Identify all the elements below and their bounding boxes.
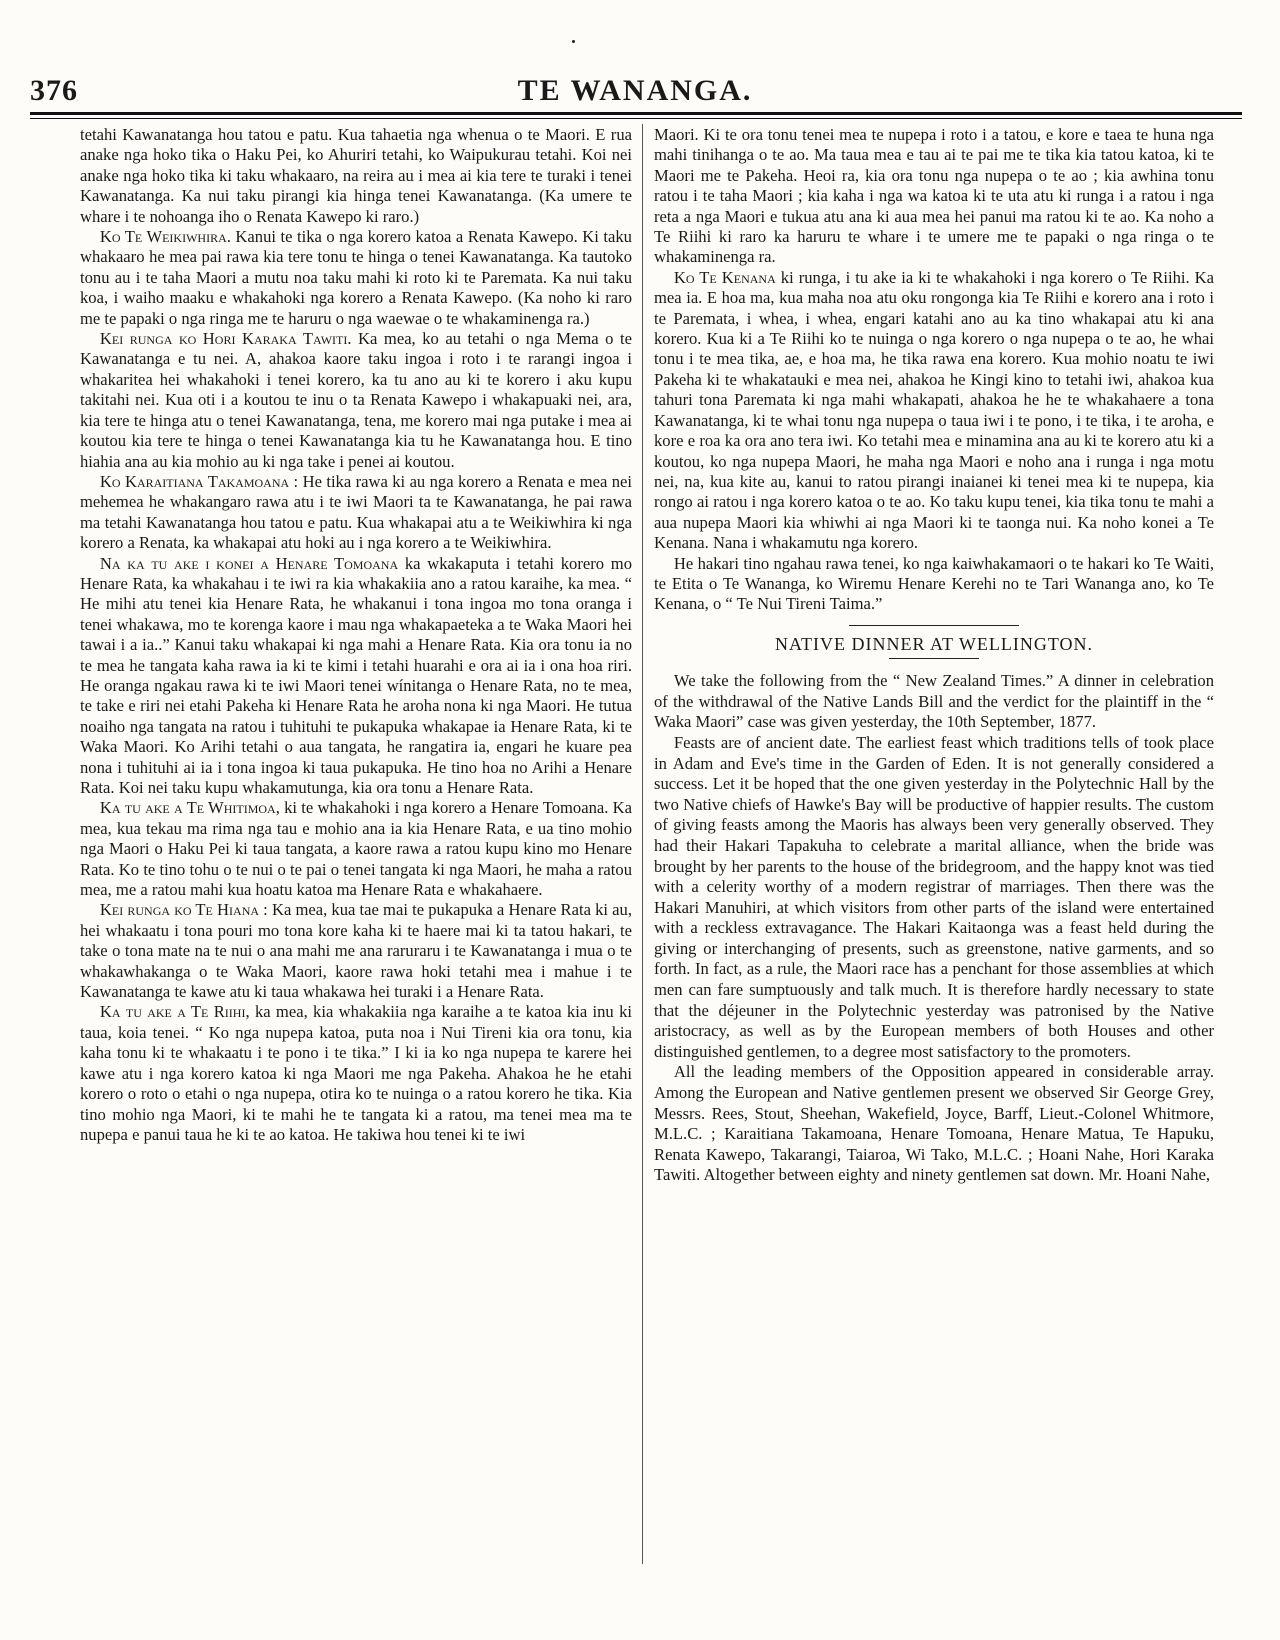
right-column: [654, 125, 1214, 1186]
article-paragraph: Ko Karaitiana Takamoana : He tika rawa ki au nga korero a Renata e mea nei mehemea he whakangaro rawa atu i te iwi Maori ta te Kawanatanga, he pai rawa ma tetahi Kawanatanga hou tatou e patu. Kua whakapai atu a te Weikiwhira ki nga korero a Renata, ka whakapai atu hoki au i nga korero a te Weikiwhira.: [80, 471, 633, 553]
article-paragraph: Na ka tu ake i konei a Henare Tomoana ka wkakaputa i tetahi korero mo Henare Rata, ka whakahau i te iwi ra kia whakakiia ano a ratou karaihe, ka mea. “ He mihi atu tenei kia Henare Rata, he whakanui i tona ingoa mo tona oranga i tenei whakawa, mo te korenga kaore i mau nga whakapaeteka a te Waka Maori hei tawai i a ia..” Kanui taku whakapai ki nga mahi a Henare Rata. Kia ora tonu ia no te mea he tangata kaha rawa ia ki te kimi i tetahi huarahi e ora ai ia i ona hoa riri. He oranga ngakau rawa ki te iwi Maori tenei wínitanga o Henare Rata, no te mea, te take e riri nei etahi Pakeha ki Henare Rata he aroha nona ki nga Maori. He tutua noaiho nga tangata na ratou i tuhituhi te pukapuka whakapae ia Henare Rata, ki te Waka Maori. Ko Arihi tetahi o aua tangata, he rangatira ia, engari he kuare pea nona i tuhituhi ai ia i tona ingoa ki taua pukapuka. He tino hoa no Arihi a Henare Rata. Koi nei taku kupu whakamutunga, kia ora tonu a Henare Rata.: [80, 553, 632, 797]
section-separator: [849, 625, 1019, 626]
article-paragraph: Ka tu ake a Te Riihi, ka mea, kia whakakiia nga karaihe a te katoa kia inu ki taua, koia tenei. “ Ko nga nupepa katoa, puta noa i Nui Tireni kia ora tonu, kia kaha tonu ki te whakaatu i te pono i te tika.” I ki ia ko nga nupepa te karere hei kawe atu i nga korero katoa ki nga Maori me nga Pakeha. Ahakoa he he etahi korero o roto o etahi o nga nupepa, otira ko te nuinga o a ratou korero he tika. Kia tino mohio nga Maori, ki te mahi he te tangata ki a ratou, ma tenei mea ma te nupepa e panui taua he ki te ao katoa. He takiwa hou tenei ki te iwi: [80, 1002, 632, 1144]
section-heading: NATIVE DINNER AT WELLINGTON.: [775, 633, 1093, 654]
masthead-title: TE WANANGA.: [517, 74, 753, 107]
speaker-name: Ka tu ake a Te Whitimoa,: [99, 798, 280, 818]
speaker-name: Kei runga ko Te Hiana :: [99, 900, 268, 920]
speaker-name: Ko Karaitiana Takamoana :: [99, 471, 299, 491]
header-rule-thick: [30, 112, 1242, 115]
speaker-name: Kei runga ko Hori Karaka Tawiti.: [99, 329, 352, 349]
article-paragraph: Feasts are of ancient date. The earliest feast which traditions tells of took place in Adam and Eve's time in the Garden of Eden. It is not generally considered a success. Let it be hoped that the one given yesterday in the Polytechnic Hall by the two Native chiefs of Hawke's Bay will be productive of happier results. The custom of giving feasts among the Maoris has always been very generally observed. They had their Hakari Tapakuha to celebrate a marital alliance, when the bride was brought by her parents to the house of the bridegroom, and the happy knot was tied with a celerity worthy of a modern registrar of marriages. Then there was the Hakari Manuhiri, at which visitors from other parts of the island were entertained with a reckless extravagance. The Hakari Kaitaonga was a feast held during the giving or interchanging of presents, such as greenstone, native garments, and so forth. In fact, as a rule, the Maori race has a penchant for those assemblies at which men can fare sumptuously and talk much. It is therefore hardly necessary to state that the déjeuner in the Polytechnic yesterday was patronised by the Native aristocracy, as well as by the European members of both Houses and other distinguished gentlemen, to a degree most satisfactory to the promoters.: [654, 732, 1214, 1061]
left-column: [80, 125, 632, 1145]
speaker-name: Ko Te Kenana: [673, 267, 776, 287]
article-paragraph: Kei runga ko Te Hiana : Ka mea, kua tae mai te pukapuka a Henare Rata ki au, hei whakaatu i tona pouri mo tona kore kaha ki te haere mai ki ta tatou hakari, te take o tona mate na te nui o ana mahi me ana raruraru i te Kawanatanga i mua o te whakawhakanga o te Waka Maori, kaore rawa hoki tetahi mea i mahue i te Kawanatanga te kawe atu ki taua whakawa hei turaki i a Henare Rata.: [80, 900, 632, 1002]
page-number: 376: [30, 74, 78, 107]
speaker-name: Ka tu ake a Te Riihi,: [99, 1002, 250, 1022]
article-paragraph: Ko Te Weikiwhira. Kanui te tika o nga korero katoa a Renata Kawepo. Ki taku whakaaro he mea pai rawa kia tere tonu te hinga o tenei Kawanatanga. Ka tautoko tonu au i te taha Maori a mutu noa taku mahi ki roto ki te Paremata. Ka nui taku koa, i waiho maaku e whakahoki nga korero a Renata Kawepo. (Ka noho ki raro me te papaki o nga ringa me te haruru o nga waewae o te whakaminenga ra.): [80, 227, 632, 328]
article-paragraph: tetahi Kawanatanga hou tatou e patu. Kua tahaetia nga whenua o te Maori. E rua anake nga hoko tika o Haku Pei, ko Ahuriri tetahi, ko Waipukurau tetahi. Koi nei anake nga hoko tika ki taku whakaaro, na reira au i mea ai kia tere te turaki i tenei Kawanatanga. Ka nui taku pirangi kia hinga tenei Kawanatanga. (Ka umere te whare i te nohoanga iho o Renata Kawepo ki raro.): [80, 125, 632, 226]
header-rule-thin: [30, 118, 1242, 119]
page-header: [30, 72, 1240, 112]
article-paragraph: Ko Te Kenana ki runga, i tu ake ia ki te whakahoki i nga korero o Te Riihi. Ka mea ia. E hoa ma, kua maha noa atu oku rongonga kia Te Riihi e korero ana i roto i te Paremata, i whea, i whea, engari katahi ano au ka tino whakapai atu ki ana korero. Kua ki a Te Riihi ko te nuinga o nga korero o nga nupepa o te ao, he whai tonu i te mea tika, ae, e hoa ma, he tika rawa ena korero. Kua mohio noatu te iwi Pakeha ki te whakatauki e mea nei, ahakoa he Kingi kino to tetahi iwi, ahakoa kua tahuri tona Paremata ki nga mahi whakapati, ahakoa he he te whakahaere a tona Kawanatanga, ki te whai tonu nga nupepa o taua iwi i te pono, i te tika, i te aroha, e kore e roa ka ora ano tera iwi. Ko tetahi mea e minamina ana au ki te korero atu ki a koutou, ko nga nupepa Maori, he maha nga Maori e noho ana i runga i nga motu nei, na, kua kite au, kanui to ratou pirangi inaianei ki tenei mea ki te nupepa, kia rongo ai ratou i nga korero katoa o te ao. Ko taku kupu tenei, kia tika tonu te mahi a aua nupepa Maori kia whiwhi ai nga Maori ki te taonga nui. Ka noho konei a Te Kenana. Nana i whakamutu nga korero.: [654, 267, 1215, 553]
english-article: [654, 671, 1214, 1186]
stray-mark: [572, 40, 575, 43]
article-paragraph: Maori. Ki te ora tonu tenei mea te nupepa i roto i a tatou, e kore e taea te huna nga mahi tinihanga o te ao. Ma taua mea e tau ai te pai me te tika kia tatou katoa, ki te Maori me te Pakeha. Heoi ra, kia ora tonu nga nupepa o te ao ; kia awhina tonu ratou i te taha Maori ; kia kaha i nga wa katoa ki te uta atu ki runga i a ratou i nga reta a nga Maori e tukua atu ana ki aua mea hei panui ma ratou ki te ao. Ka noho a Te Riihi ki raro ka haruru te whare i te umere me te papaki o nga ringa o te whakaminenga ra.: [654, 125, 1214, 267]
article-paragraph: He hakari tino ngahau rawa tenei, ko nga kaiwhakamaori o te hakari ko Te Waiti, te Etita o Te Wananga, ko Wiremu Henare Kerehi no te Tari Wananga ano, ko Te Kenana, o “ Te Nui Tireni Taima.”: [654, 553, 1214, 614]
article-paragraph: Ka tu ake a Te Whitimoa, ki te whakahoki i nga korero a Henare Tomoana. Ka mea, kua tekau ma rima nga tau e mohio ana ia kia Henare Rata, e ua tino mohio nga Maori o Haku Pei ki taua tangata, a kaore rawa a ratou kupu kino mo Henare Rata. Ko te tino tohu o te nui o te pai o tenei tangata ki nga Maori, he maha a ratou mea, me a ratou mahi kua hoatu katoa ma Henare Rata e whakahaere.: [80, 798, 633, 900]
article-paragraph: All the leading members of the Opposition appeared in considerable array. Among the European and Native gentlemen present we observed Sir George Grey, Messrs. Rees, Stout, Sheehan, Wakefield, Joyce, Barff, Lieut.-Colonel Whitmore, M.L.C. ; Karaitiana Takamoana, Henare Tomoana, Henare Matua, Te Hapuku, Renata Kawepo, Takarangi, Taiaroa, Wi Tako, M.L.C. ; Hoani Nahe, Hori Karaka Tawiti. Altogether between eighty and ninety gentlemen sat down. Mr. Hoani Nahe,: [654, 1062, 1214, 1185]
column-divider: [642, 124, 643, 1564]
heading-rule: [889, 658, 979, 659]
speaker-name: Ko Te Weikiwhira.: [99, 227, 231, 247]
article-paragraph: Kei runga ko Hori Karaka Tawiti. Ka mea, ko au tetahi o nga Mema o te Kawanatanga e tu nei. A, ahakoa kaore taku ingoa i roto i te rarangi ingoa i whakaritea hei whakahoki i tenei korero, ka tu ano au ki te korero i aku kupu takitahi nei. Kua oti i a koutou te inu o ta Renata Kawepo i whakapuaki nei, ara, kia tere te hinga atu o tenei Kawanatanga, tena, me korero mai nga putake i mea ai koutou kia tere te hinga o tenei Kawanatanga kia tu he Kawanatanga hou. E tino hiahia ana au kia mohio au ki nga take i penei ai koutou.: [80, 329, 632, 471]
article-paragraph: We take the following from the “ New Zealand Times.” A dinner in celebration of the withdrawal of the Native Lands Bill and the verdict for the plaintiff in the “ Waka Maori” case was given yesterday, the 10th September, 1877.: [654, 671, 1214, 732]
speaker-name: Na ka tu ake i konei a Henare Tomoana: [99, 553, 399, 573]
